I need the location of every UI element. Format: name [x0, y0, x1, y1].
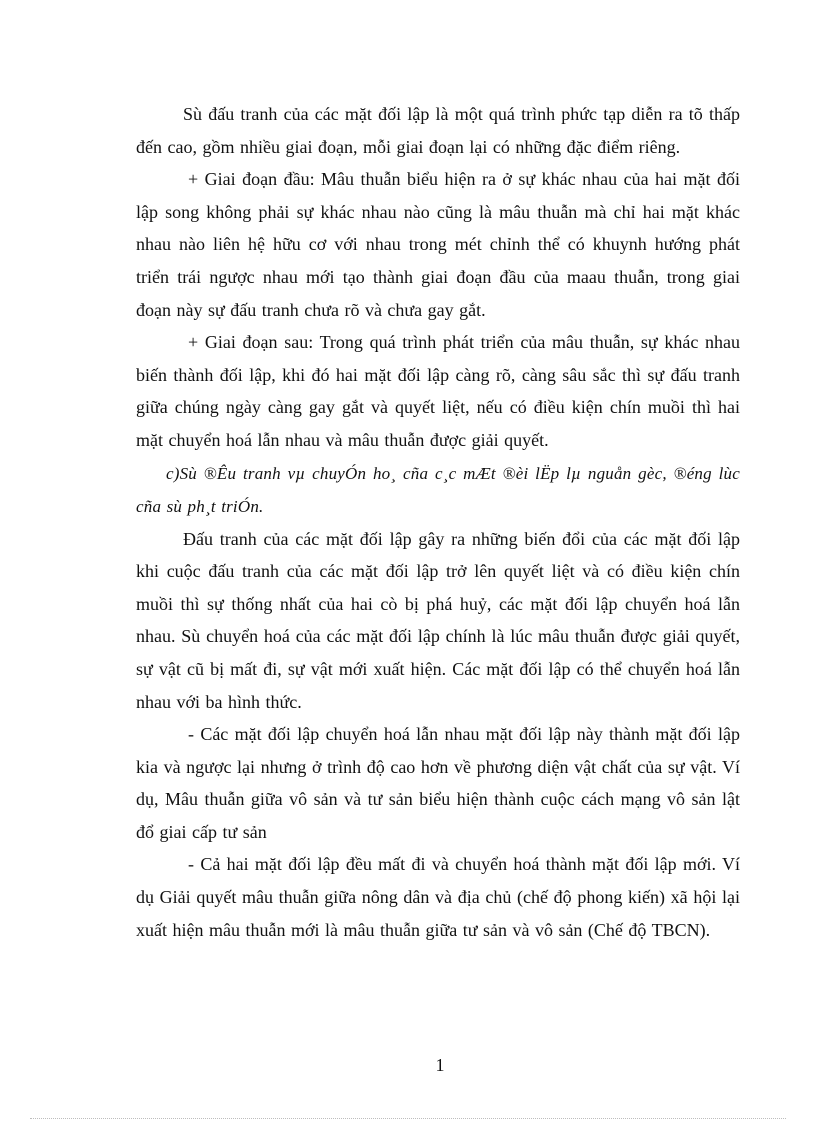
paragraph-later-stage: + Giai đoạn sau: Trong quá trình phát triển của mâu thuẫn, sự khác nhau biến thành đối lập, khi đó hai mặt đối lập càng rõ, càng sâu sắc thì sự đấu tranh giữa chúng ngày càng gay gắt và quyết liệt, nếu có điều kiện chín muồi thì hai mặt chuyển hoá lẫn nhau và mâu thuẫn được giải quyết.: [136, 332, 740, 450]
section-heading: c)Sù ®Êu tranh vµ chuyÓn ho¸ cña c¸c mÆt ®èi lËp lµ nguån gèc, ®éng lùc cña sù ph¸t triÓn.: [136, 463, 740, 516]
paragraph-transformation: Đấu tranh của các mặt đối lập gây ra những biến đổi của các mặt đối lập khi cuộc đấu tranh của các mặt đối lập trở lên quyết liệt và có điều kiện chín muồi thì sự thống nhất của hai cò bị phá huỷ, các mặt đối lập chuyển hoá lẫn nhau. Sù chuyển hoá của các mặt đối lập chính là lúc mâu thuẫn được giải quyết, sự vật cũ bị mất đi, sự vật mới xuất hiện. Các mặt đối lập có thể chuyển hoá lẫn nhau với ba hình thức.: [136, 528, 740, 712]
paragraph-form-one: - Các mặt đối lập chuyển hoá lẫn nhau mặt đối lập này thành mặt đối lập kia và ngược lại nhưng ở trình độ cao hơn về phương diện vật chất của sự vật. Ví dụ, Mâu thuẫn giữa vô sản và tư sản biểu hiện thành cuộc cách mạng vô sản lật đổ giai cấp tư sản: [136, 724, 740, 842]
footer-divider: [30, 1118, 786, 1119]
paragraph-intro: Sù đấu tranh của các mặt đối lập là một quá trình phức tạp diễn ra tõ thấp đến cao, gồm nhiều giai đoạn, mỗi giai đoạn lại có những đặc điểm riêng.: [136, 104, 740, 157]
paragraph-form-two: - Cả hai mặt đối lập đều mất đi và chuyển hoá thành mặt đối lập mới. Ví dụ Giải quyết mâu thuẫn giữa nông dân và địa chủ (chế độ phong kiến) xã hội lại xuất hiện mâu thuẫn mới là mâu thuẫn giữa tư sản và vô sản (Chế độ TBCN).: [136, 854, 740, 940]
page-number: 1: [435, 1055, 445, 1075]
paragraph-early-stage: + Giai đoạn đầu: Mâu thuẫn biểu hiện ra ở sự khác nhau của hai mặt đối lập song không phải sự khác nhau nào cũng là mâu thuẫn mà chỉ hai mặt khác nhau nào liên hệ hữu cơ với nhau trong mét chỉnh thể có khuynh hướng phát triển trái ngược nhau mới tạo thành giai đoạn đầu của maau thuẫn, trong giai đoạn này sự đấu tranh chưa rõ và chưa gay gắt.: [136, 169, 740, 320]
page-body: [136, 98, 740, 946]
